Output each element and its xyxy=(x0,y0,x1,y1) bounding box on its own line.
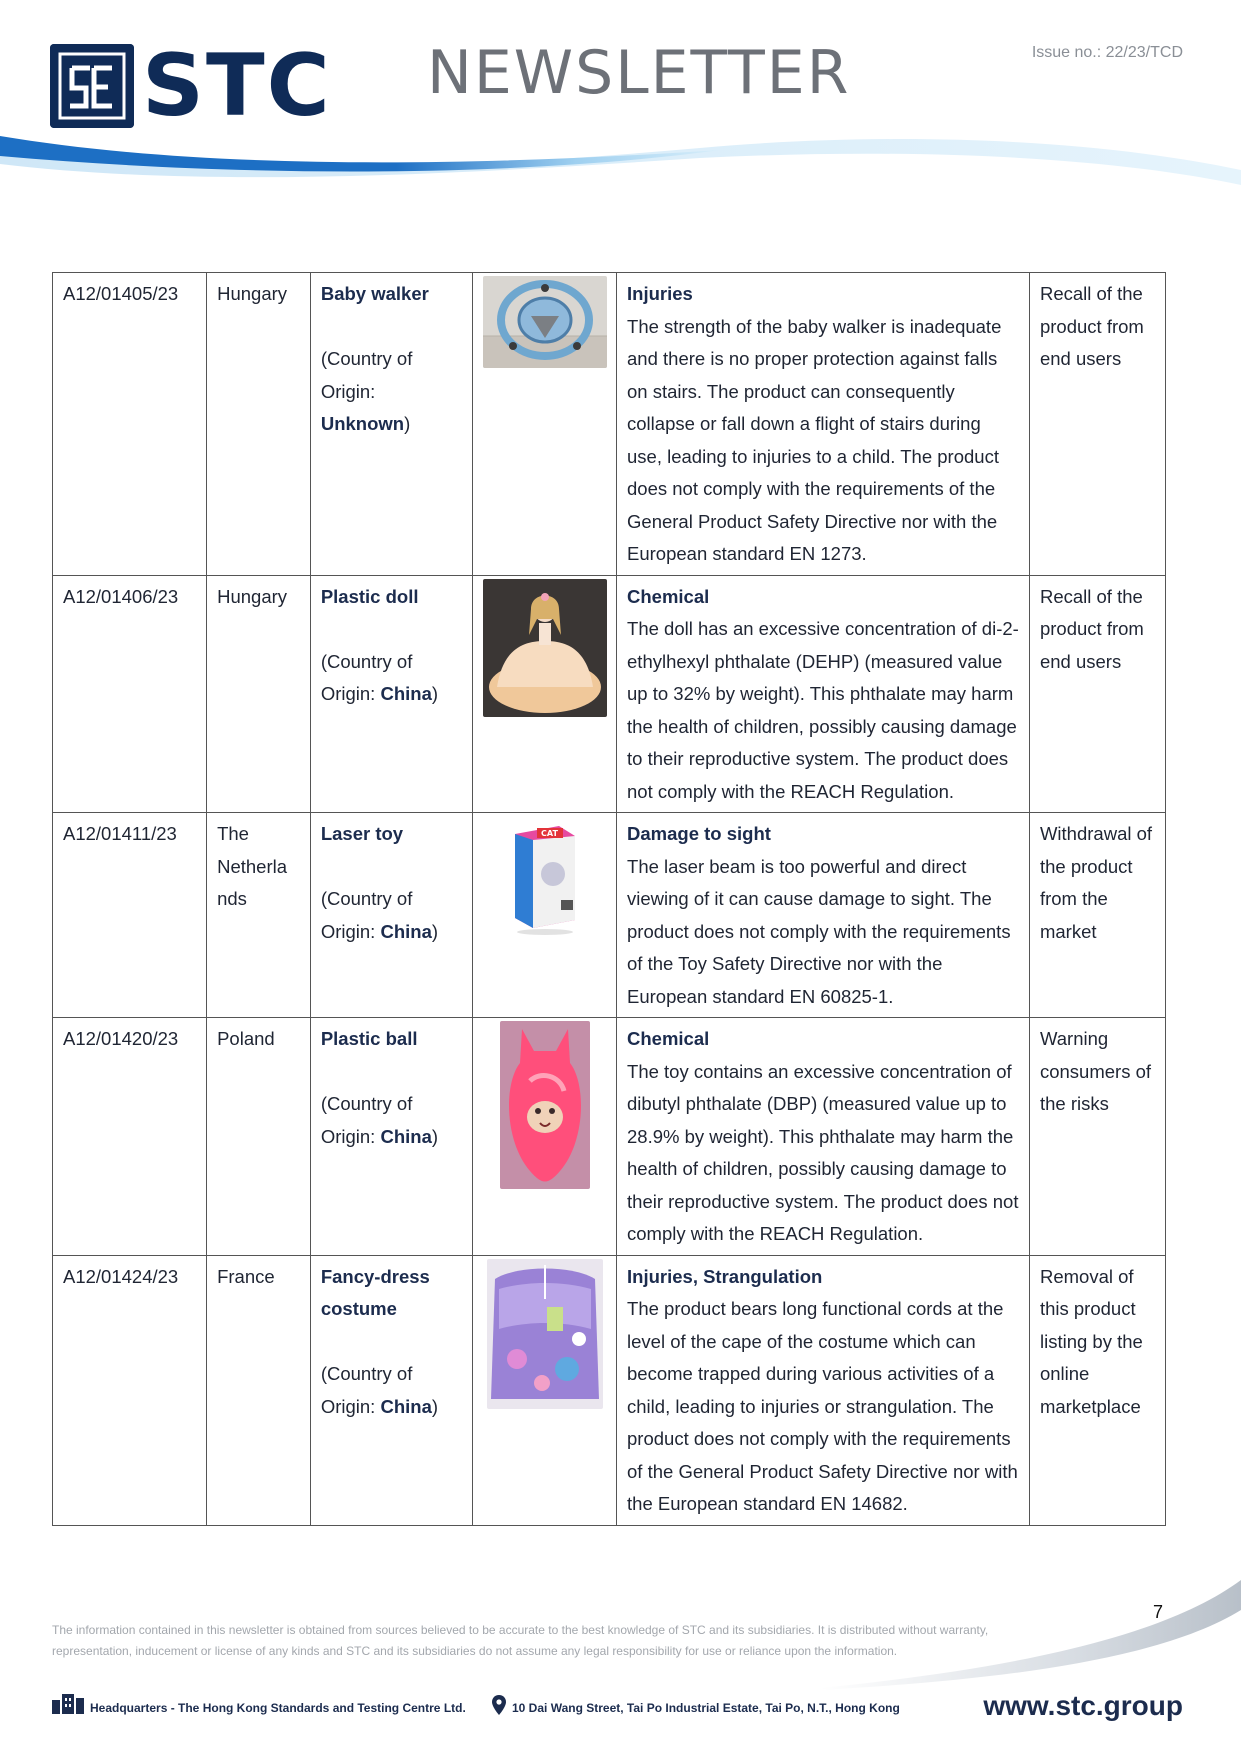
product-cell xyxy=(310,1018,472,1256)
page-number: 7 xyxy=(1152,1602,1163,1622)
product-name: Baby walker xyxy=(320,283,429,304)
disclaimer-text: The information contained in this newsletter is obtained from sources believed to be accurate to the best knowledge of STC and its subsidiaries. It is distributed without warranty, representation, inducement or license of any kinds and STC and its subsidiaries do not assume any legal responsibility for use or reliance upon the information. xyxy=(52,1623,989,1658)
reference-number: A12/01420/23 xyxy=(53,1018,207,1256)
origin-value: China xyxy=(380,683,432,704)
origin-value: China xyxy=(380,1395,432,1417)
reference-number: A12/01406/23 xyxy=(53,575,207,813)
product-image-cell xyxy=(472,1018,616,1256)
origin-prefix: (Country of Origin: xyxy=(320,1363,413,1417)
product-name: Laser toy xyxy=(320,823,404,844)
measures-taken: Recall of the product from end users xyxy=(1029,273,1165,576)
table-row xyxy=(53,813,1166,1018)
newsletter-title: NEWSLETTER xyxy=(427,38,851,108)
country-of-origin xyxy=(321,1358,462,1423)
website-link[interactable]: www.stc.group xyxy=(983,1690,1183,1721)
country-of-origin xyxy=(321,646,462,711)
product-image-cell xyxy=(472,273,616,576)
laser-toy-photo xyxy=(481,816,608,936)
risk-type: Injuries xyxy=(627,283,693,304)
laser-toy-label: CAT xyxy=(540,829,558,838)
origin-prefix: (Country of Origin: xyxy=(320,888,413,942)
baby-walker-photo xyxy=(481,276,608,368)
risk-cell xyxy=(617,575,1030,813)
headquarters-label: Headquarters - The Hong Kong Standards and Testing Centre Ltd. xyxy=(90,1701,466,1715)
origin-prefix: (Country of Origin: xyxy=(320,1093,413,1147)
page-header xyxy=(0,0,1241,200)
risk-description: The toy contains an excessive concentration of dibutyl phthalate (DBP) (measured value up to 28.9% by weight). This phthalate may harm the health of children, possibly causing damage to their reproductive system. The product does not comply with the REACH Regulation. xyxy=(627,1060,1019,1244)
risk-description: The product bears long functional cords at the level of the cape of the costume which can become trapped during various activities of a child, leading to injuries or strangulation. The product does not comply with the requirements of the General Product Safety Directive nor with the European standard EN 14682. xyxy=(627,1298,1018,1514)
location-pin-icon xyxy=(492,1695,506,1715)
table-row xyxy=(53,1255,1166,1525)
measures-taken: Warning consumers of the risks xyxy=(1029,1018,1165,1256)
table-row xyxy=(53,273,1166,576)
country-of-origin xyxy=(321,883,462,948)
page-footer xyxy=(0,1580,1241,1755)
country-of-origin xyxy=(321,1088,462,1153)
address-text: 10 Dai Wang Street, Tai Po Industrial Estate, Tai Po, N.T., Hong Kong xyxy=(512,1701,900,1715)
origin-suffix: ) xyxy=(431,920,439,942)
product-cell xyxy=(310,1255,472,1525)
risk-description: The strength of the baby walker is inadequate and there is no proper protection against falls on stairs. The product can consequently collapse or fall down a flight of stairs during use, leading to injuries to a child. The product does not comply with the requirements of the General Product Safety Directive nor with the European standard EN 1273. xyxy=(627,315,1002,564)
origin-prefix: (Country of Origin: xyxy=(320,348,413,402)
origin-suffix: ) xyxy=(431,1125,439,1147)
product-image-cell xyxy=(472,575,616,813)
risk-description: The doll has an excessive concentration of di-2-ethylhexyl phthalate (DEHP) (measured value up to 32% by weight). This phthalate may harm the health of children, possibly causing damage to their reproductive system. The product does not comply with the REACH Regulation. xyxy=(627,618,1019,802)
risk-description: The laser beam is too powerful and direct viewing of it can cause damage to sight. The product does not comply with the requirements of the Toy Safety Directive nor with the European standard EN 60825-1. xyxy=(627,855,1011,1007)
risk-type: Chemical xyxy=(627,1028,710,1049)
product-name: Plastic doll xyxy=(320,585,419,607)
notifying-country: France xyxy=(207,1255,311,1525)
origin-prefix: (Country of Origin: xyxy=(320,650,413,704)
product-image-cell xyxy=(472,1255,616,1525)
risk-type: Chemical xyxy=(627,585,710,607)
plastic-ball-photo xyxy=(481,1021,608,1189)
measures-taken: Withdrawal of the product from the market xyxy=(1029,813,1165,1018)
measures-taken: Removal of this product listing by the online marketplace xyxy=(1029,1255,1165,1525)
risk-type: Injuries, Strangulation xyxy=(627,1265,823,1287)
product-cell xyxy=(310,575,472,813)
table-row xyxy=(53,1018,1166,1256)
product-image-cell xyxy=(472,813,616,1018)
notifying-country: The Netherla nds xyxy=(207,813,311,1018)
header-swoosh-decoration xyxy=(0,130,1241,200)
risk-cell xyxy=(617,813,1030,1018)
product-cell xyxy=(310,813,472,1018)
origin-suffix: ) xyxy=(404,413,411,434)
measures-taken: Recall of the product from end users xyxy=(1029,575,1165,813)
risk-cell xyxy=(617,273,1030,576)
reference-number: A12/01405/23 xyxy=(53,273,207,576)
reference-number: A12/01424/23 xyxy=(53,1255,207,1525)
origin-value: Unknown xyxy=(320,413,405,434)
issue-number: Issue no.: 22/23/TCD xyxy=(1031,44,1183,61)
stc-logo xyxy=(50,36,350,136)
product-name: Fancy-dress costume xyxy=(320,1265,430,1319)
origin-value: China xyxy=(380,920,432,942)
stc-logo-mark-icon xyxy=(50,44,134,128)
notifying-country: Hungary xyxy=(207,273,311,576)
costume-photo xyxy=(481,1259,608,1409)
product-name: Plastic ball xyxy=(320,1028,418,1049)
recall-table xyxy=(52,272,1166,1526)
origin-value: China xyxy=(380,1125,432,1147)
origin-suffix: ) xyxy=(431,683,439,704)
product-cell xyxy=(310,273,472,576)
risk-cell xyxy=(617,1255,1030,1525)
notifying-country: Hungary xyxy=(207,575,311,813)
stc-logo-text: STC xyxy=(142,36,332,136)
reference-number: A12/01411/23 xyxy=(53,813,207,1018)
origin-suffix: ) xyxy=(431,1395,439,1417)
risk-cell xyxy=(617,1018,1030,1256)
country-of-origin xyxy=(321,343,462,441)
notifying-country: Poland xyxy=(207,1018,311,1256)
building-icon xyxy=(50,1692,86,1714)
risk-type: Damage to sight xyxy=(627,823,771,844)
plastic-doll-photo xyxy=(481,579,608,717)
table-row xyxy=(53,575,1166,813)
